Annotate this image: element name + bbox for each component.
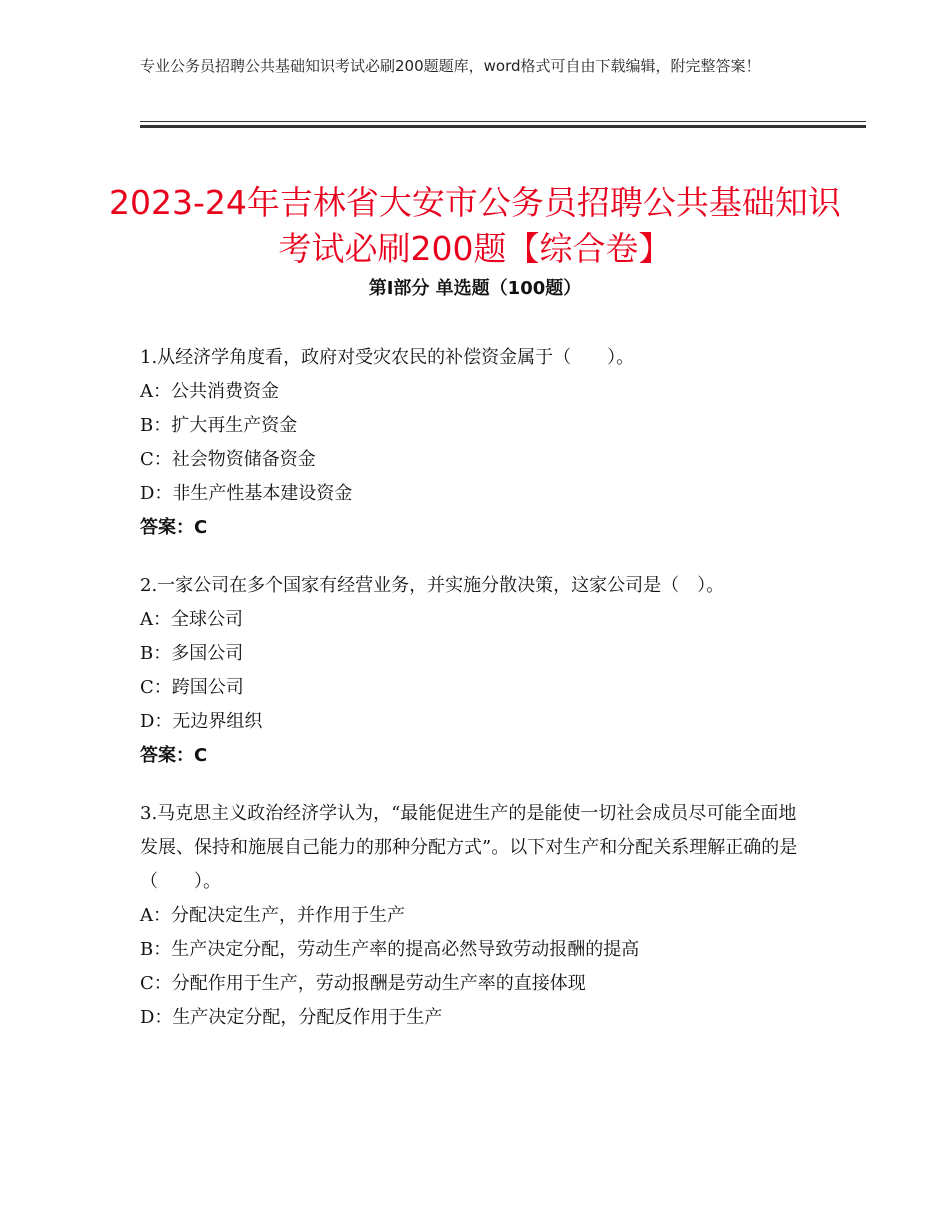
option-d: D：无边界组织 [140,711,263,732]
header-divider-thin [140,121,866,122]
option-b: B：扩大再生产资金 [140,415,298,436]
option-b: B：生产决定分配，劳动生产率的提高必然导致劳动报酬的提高 [140,939,640,960]
option-c: C：分配作用于生产，劳动报酬是劳动生产率的直接体现 [140,973,586,994]
option-c: C：跨国公司 [140,677,244,698]
question-list [140,341,800,1059]
answer-line: 答案：C [140,745,208,766]
document-title: 2023-24年吉林省大安市公务员招聘公共基础知识考试必刷200题【综合卷】 [109,183,841,269]
question-3 [140,797,800,1035]
option-b: B：多国公司 [140,643,244,664]
header-divider-thick [140,125,866,128]
option-d: D：非生产性基本建设资金 [140,483,353,504]
question-1 [140,341,800,545]
answer-line: 答案：C [140,517,208,538]
question-stem: 2.一家公司在多个国家有经营业务，并实施分散决策，这家公司是（ ）。 [140,575,725,596]
option-c: C：社会物资储备资金 [140,449,316,470]
option-d: D：生产决定分配，分配反作用于生产 [140,1007,443,1028]
question-2 [140,569,800,773]
option-a: A：分配决定生产，并作用于生产 [140,905,405,926]
option-a: A：公共消费资金 [140,381,279,402]
section-heading: 第Ⅰ部分 单选题（100题） [368,278,582,299]
question-stem: 3.马克思主义政治经济学认为，“最能促进生产的是能使一切社会成员尽可能全面地发展、保持和施展自己能力的那种分配方式”。以下对生产和分配关系理解正确的是（ ）。 [140,803,798,892]
option-a: A：全球公司 [140,609,243,630]
header-note: 专业公务员招聘公共基础知识考试必刷200题题库，word格式可自由下载编辑，附完整答案！ [140,57,761,75]
question-stem: 1.从经济学角度看，政府对受灾农民的补偿资金属于（ ）。 [140,347,635,368]
